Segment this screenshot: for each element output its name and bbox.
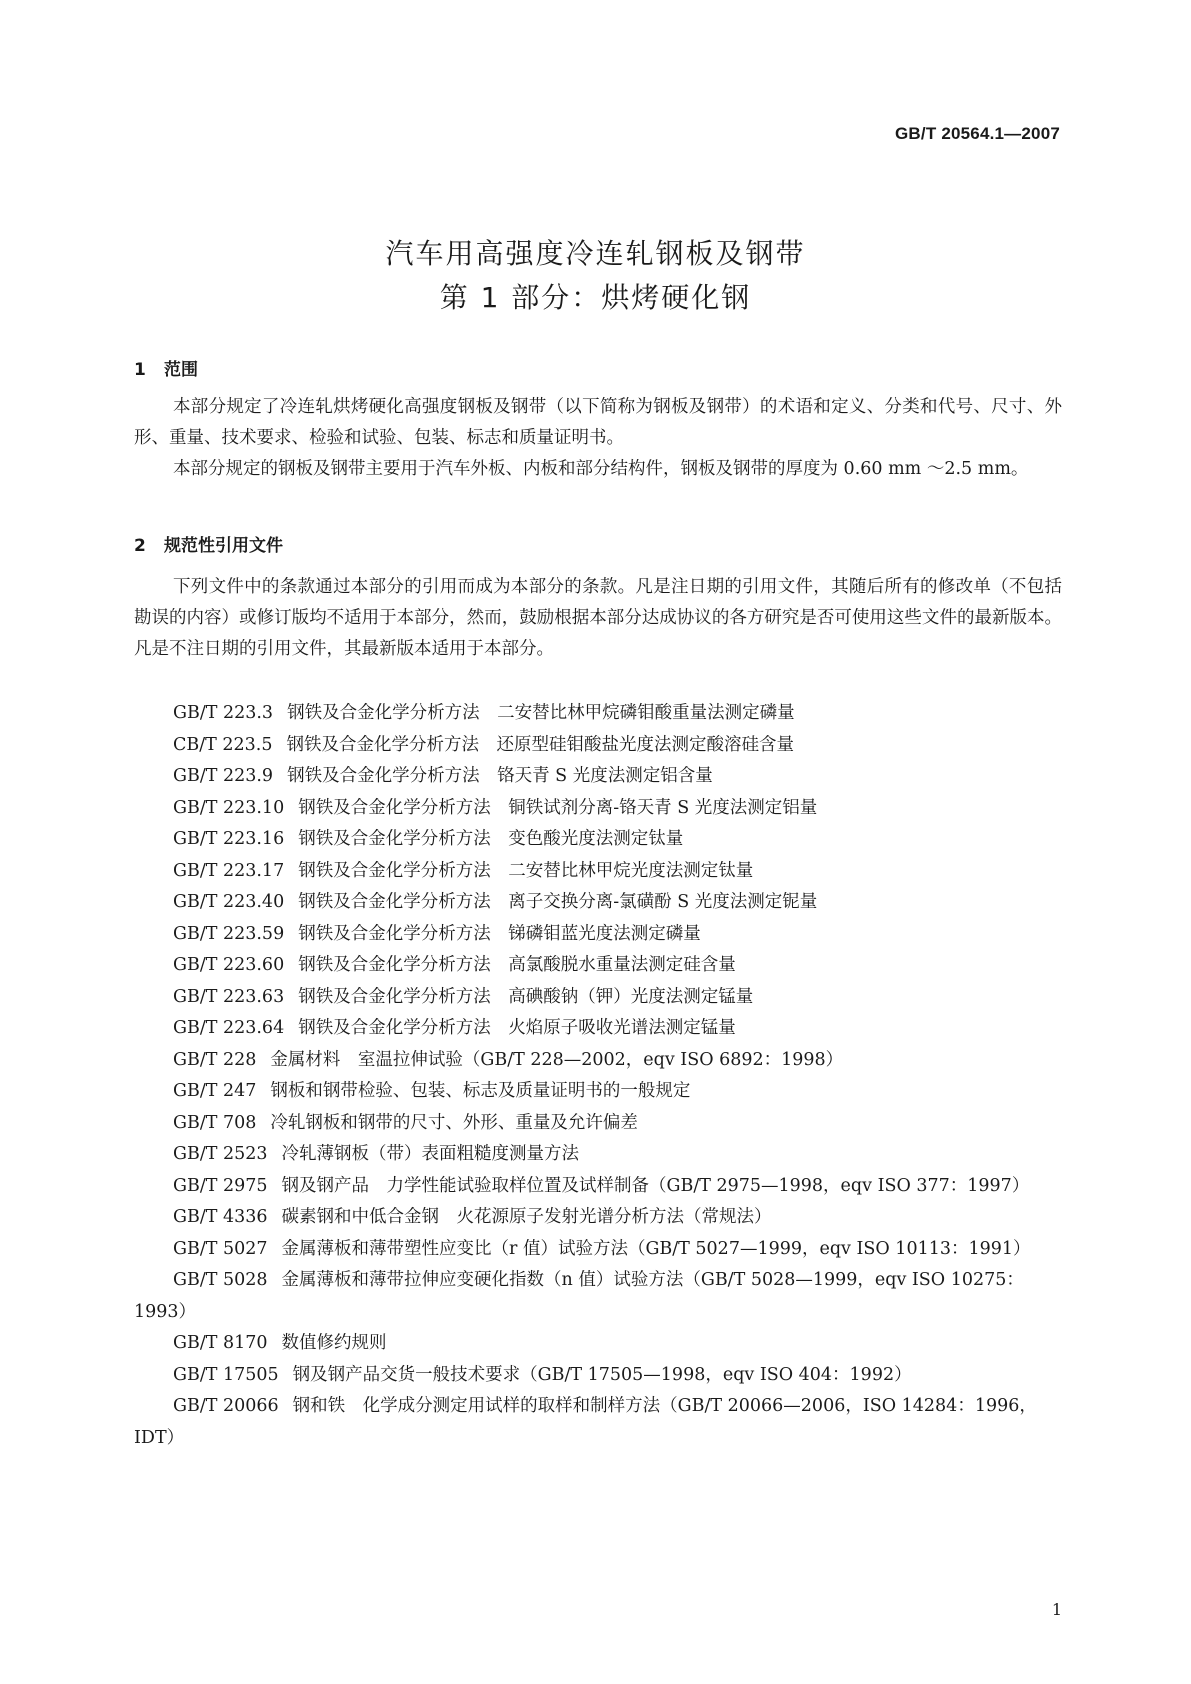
reference-item [134,1202,1062,1234]
reference-code: GB/T 8170 [173,1333,268,1353]
reference-title: 钢铁及合金化学分析方法 变色酸光度法测定钛量 [298,829,684,849]
reference-title: 钢铁及合金化学分析方法 还原型硅钼酸盐光度法测定酸溶硅含量 [286,734,794,755]
reference-code: GB/T 223.17 [173,860,285,881]
reference-title: 钢铁及合金化学分析方法 高碘酸钠（钾）光度法测定锰量 [298,986,754,1007]
reference-title: 冷轧钢板和钢带的尺寸、外形、重量及允许偏差 [270,1112,638,1133]
section-number: 1 [134,360,146,380]
reference-code: GB/T 223.3 [173,703,274,723]
reference-code: GB/T 223.60 [173,955,285,975]
reference-code: GB/T 223.64 [173,1018,285,1038]
reference-code: GB/T 17505 [173,1364,279,1385]
reference-title: 碳素钢和中低合金钢 火花源原子发射光谱分析方法（常规法） [281,1207,772,1227]
reference-code: GB/T 708 [173,1112,257,1133]
reference-item [134,1013,1062,1045]
section-title: 规范性引用文件 [164,536,283,556]
reference-item [134,761,1062,793]
reference-item [134,887,1062,919]
reference-code: GB/T 2975 [173,1175,268,1196]
references-intro-paragraph: 下列文件中的条款通过本部分的引用而成为本部分的条款。凡是注日期的引用文件，其随后所有的修改单（不包括勘误的内容）或修订版均不适用于本部分，然而，鼓励根据本部分达成协议的各方研究是否可使用这些文件的最新版本。凡是不注日期的引用文件，其最新版本适用于本部分。 [134,577,1062,659]
document-title: 汽车用高强度冷连轧钢板及钢带 [385,237,806,270]
reference-code: GB/T 223.10 [173,797,285,818]
reference-title: 钢和铁 化学成分测定用试样的取样和制样方法（GB/T 20066—2006，ISO 14284：1996，IDT） [134,1396,1037,1448]
section-heading-scope [134,355,198,380]
standard-code: GB/T 20564.1—2007 [895,124,1060,143]
reference-title: 钢及钢产品交货一般技术要求（GB/T 17505—1998，eqv ISO 404：1992） [292,1364,912,1385]
reference-item [134,698,1062,730]
reference-item [134,856,1062,888]
section-heading-normative-references [134,531,283,556]
scope-paragraph: 本部分规定了冷连轧烘烤硬化高强度钢板及钢带（以下简称为钢板及钢带）的术语和定义、分类和代号、尺寸、外形、重量、技术要求、检验和试验、包装、标志和质量证明书。 [134,397,1062,448]
reference-title: 钢铁及合金化学分析方法 二安替比林甲烷磷钼酸重量法测定磷量 [287,703,795,723]
reference-item [134,982,1062,1014]
reference-title: 冷轧薄钢板（带）表面粗糙度测量方法 [281,1144,580,1164]
reference-item [134,793,1062,825]
reference-title: 金属材料 室温拉伸试验（GB/T 228—2002，eqv ISO 6892：1998） [270,1049,844,1070]
reference-code: GB/T 223.40 [173,892,285,912]
reference-code: GB/T 228 [173,1049,257,1070]
document-subtitle: 第 1 部分：烘烤硬化钢 [439,281,752,314]
reference-item [134,1234,1062,1266]
reference-title: 钢铁及合金化学分析方法 铬天青 S 光度法测定铝含量 [287,766,713,786]
reference-title: 钢铁及合金化学分析方法 离子交换分离-氯磺酚 S 光度法测定铌量 [298,892,818,912]
reference-list [134,698,1062,1454]
reference-title: 金属薄板和薄带塑性应变比（r 值）试验方法（GB/T 5027—1999，eqv ISO 10113：1991） [281,1238,1031,1259]
reference-item [134,919,1062,951]
reference-item [134,1265,1062,1328]
section-number: 2 [134,536,146,556]
reference-item [134,1076,1062,1108]
reference-code: CB/T 223.5 [173,734,273,755]
reference-code: GB/T 2523 [173,1144,268,1164]
reference-title: 钢铁及合金化学分析方法 火焰原子吸收光谱法测定锰量 [298,1018,736,1038]
reference-code: GB/T 247 [173,1081,257,1101]
reference-code: GB/T 223.59 [173,923,285,944]
reference-item [134,1045,1062,1077]
reference-code: GB/T 20066 [173,1396,279,1416]
section-title: 范围 [164,360,198,380]
reference-code: GB/T 4336 [173,1207,268,1227]
reference-item [134,1108,1062,1140]
reference-code: GB/T 223.16 [173,829,285,849]
reference-item [134,1139,1062,1171]
reference-item [134,1360,1062,1392]
reference-title: 钢板和钢带检验、包装、标志及质量证明书的一般规定 [270,1081,691,1101]
page-number: 1 [1051,1600,1062,1619]
reference-code: GB/T 5028 [173,1270,268,1290]
reference-item [134,950,1062,982]
reference-code: GB/T 5027 [173,1238,268,1259]
reference-item [134,1391,1062,1454]
reference-code: GB/T 223.9 [173,766,274,786]
reference-title: 钢铁及合金化学分析方法 高氯酸脱水重量法测定硅含量 [298,955,736,975]
reference-code: GB/T 223.63 [173,986,285,1007]
reference-title: 钢铁及合金化学分析方法 铜铁试剂分离-铬天青 S 光度法测定铝量 [298,797,818,818]
reference-title: 钢及钢产品 力学性能试验取样位置及试样制备（GB/T 2975—1998，eqv ISO 377：1997） [281,1175,1030,1196]
reference-title: 金属薄板和薄带拉伸应变硬化指数（n 值）试验方法（GB/T 5028—1999，eqv ISO 10275：1993） [134,1270,1024,1322]
reference-item [134,1328,1062,1360]
reference-item [134,1171,1062,1203]
reference-title: 数值修约规则 [281,1333,387,1353]
scope-paragraph: 本部分规定的钢板及钢带主要用于汽车外板、内板和部分结构件，钢板及钢带的厚度为 0.60 mm ～2.5 mm。 [173,459,1029,479]
reference-title: 钢铁及合金化学分析方法 锑磷钼蓝光度法测定磷量 [298,923,701,944]
reference-item [134,730,1062,762]
reference-item [134,824,1062,856]
reference-title: 钢铁及合金化学分析方法 二安替比林甲烷光度法测定钛量 [298,860,754,881]
